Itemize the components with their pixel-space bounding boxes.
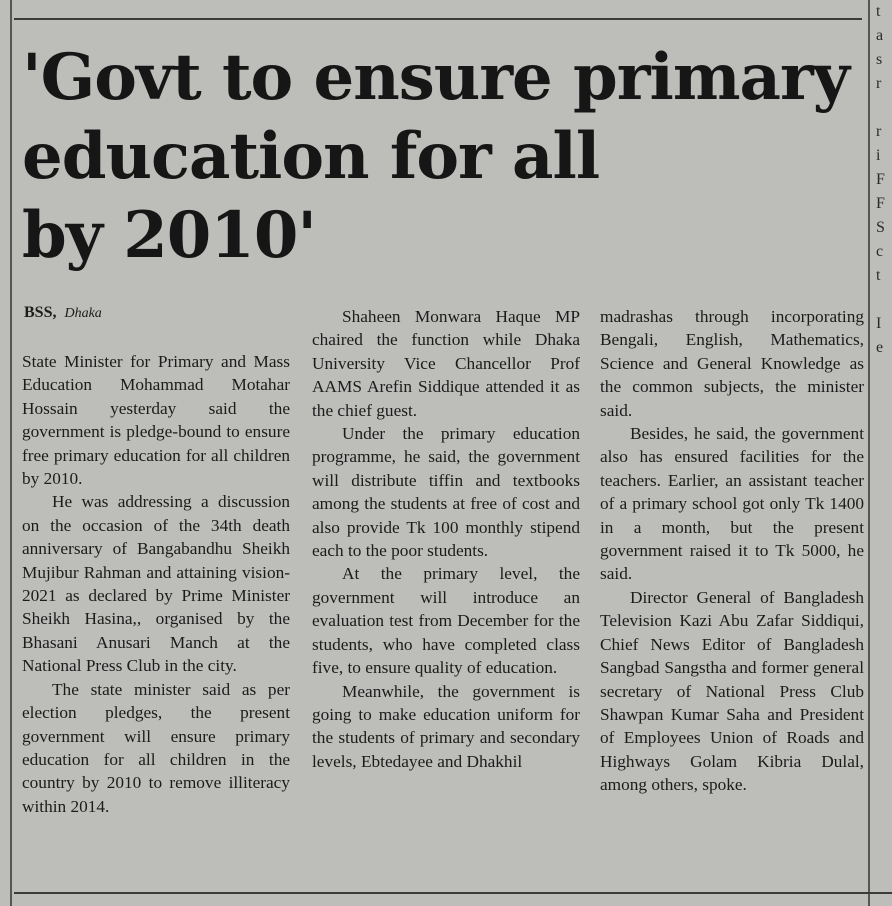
headline-line: by 2010' — [22, 198, 316, 273]
edge-letter: I — [876, 315, 882, 332]
right-column-rule — [868, 0, 870, 906]
article-paragraph: Under the primary education programme, he said, the government will distribute tiffin and textbooks among the students at free of cost and also provide Tk 100 monthly stipend each to the poor students. — [312, 424, 580, 561]
article-column-3 — [600, 305, 864, 797]
top-rule — [14, 18, 862, 20]
article-paragraph: State Minister for Primary and Mass Education Mohammad Motahar Hossain yesterday said the government is pledge-bound to ensure free primary education for all children by 2010. — [22, 352, 290, 489]
article-paragraph: madrashas through incorporating Bengali, English, Mathematics, Science and General Knowledge as the common subjects, the minister said. — [600, 307, 864, 420]
article-paragraph: The state minister said as per election pledges, the present government will ensure primary education for all children in the country by 2010 to remove illiteracy within 2014. — [22, 679, 290, 816]
article-column-1 — [22, 350, 290, 818]
byline-agency: BSS, — [24, 304, 57, 321]
edge-letter: r — [876, 123, 882, 140]
article-paragraph: He was addressing a discussion on the occasion of the 34th death anniversary of Bangabandhu Sheikh Mujibur Rahman and attaining vision-2021 as declared by Prime Minister Sheikh Hasina,, organised by the Bhasani Anusari Manch at the National Press Club in the city. — [22, 492, 290, 676]
headline-line: 'Govt to ensure primary — [22, 40, 849, 115]
left-column-rule — [10, 0, 12, 906]
edge-letter: t — [876, 3, 881, 20]
edge-letter: t — [876, 267, 881, 284]
edge-letter: r — [876, 75, 882, 92]
adjacent-article-edge — [876, 0, 892, 906]
edge-letter: i — [876, 147, 881, 164]
article-paragraph: Besides, he said, the government also has ensured facilities for the teachers. Earlier, an assistant teacher of a primary school got only Tk 1400 in a month, but the present government raised it to Tk 5000, he said. — [600, 424, 864, 584]
edge-letter: S — [876, 219, 885, 236]
byline — [24, 304, 102, 322]
article-paragraph: At the primary level, the government will introduce an evaluation test from December for the students, who have completed class five, to ensure quality of education. — [312, 564, 580, 678]
article-paragraph: Shaheen Monwara Haque MP chaired the function while Dhaka University Vice Chancellor Prof AAMS Arefin Siddique attended it as the chief guest. — [312, 307, 580, 420]
edge-letter: a — [876, 27, 884, 44]
edge-letter: e — [876, 339, 884, 356]
edge-letter: s — [876, 51, 883, 68]
edge-letter: F — [876, 195, 885, 212]
edge-letter: c — [876, 243, 884, 260]
byline-place: Dhaka — [64, 306, 102, 321]
headline-line: education for all — [22, 119, 600, 194]
article-paragraph: Meanwhile, the government is going to make education uniform for the students of primary and secondary levels, Ebtedayee and Dhakhil — [312, 681, 580, 771]
edge-letter: F — [876, 171, 885, 188]
edge-letter — [876, 288, 892, 312]
article-column-2 — [312, 305, 580, 773]
headline — [22, 38, 862, 275]
article-paragraph: Director General of Bangladesh Television Kazi Abu Zafar Siddiqui, Chief News Editor of Bangladesh Sangbad Sangstha and former general secretary of National Press Club Shawpan Kumar Saha and President of Employees Union of Roads and Highways Golam Kibria Dulal, among others, spoke. — [600, 587, 864, 795]
edge-letter — [876, 96, 892, 120]
bottom-rule — [14, 892, 892, 894]
